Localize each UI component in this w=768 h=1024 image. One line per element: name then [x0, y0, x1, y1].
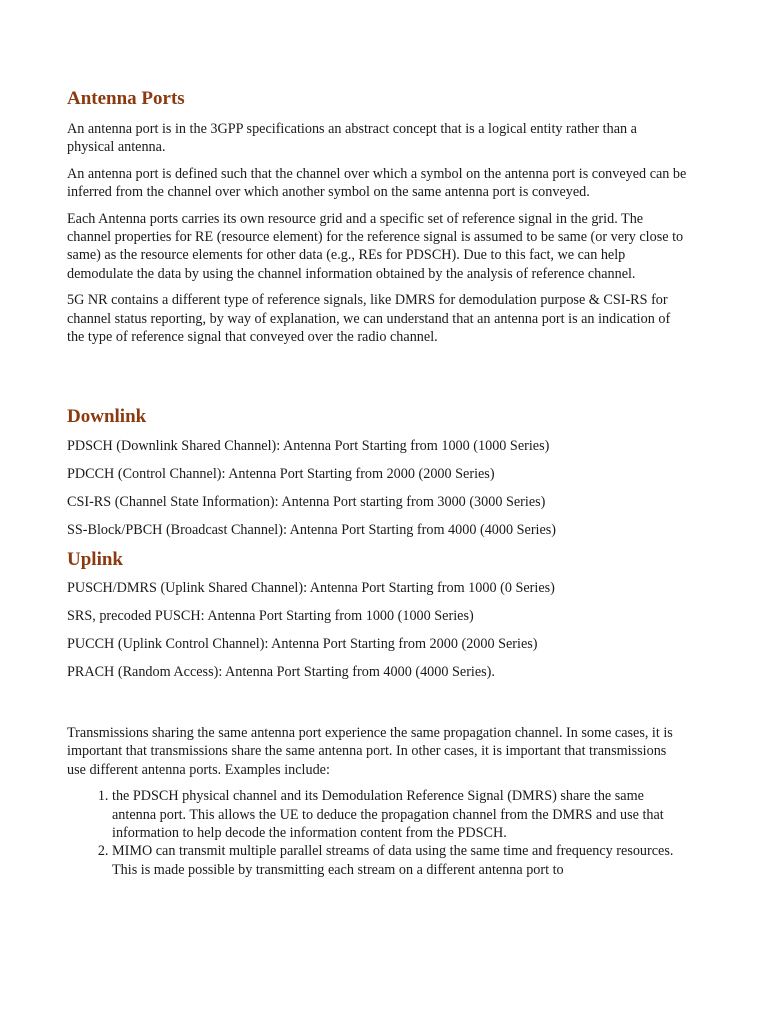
downlink-list: [67, 437, 687, 539]
uplink-item: PUCCH (Uplink Control Channel): Antenna Port Starting from 2000 (2000 Series): [67, 636, 538, 653]
paragraph-transmissions: Transmissions sharing the same antenna port experience the same propagation channel. In some cases, it is important that transmissions share the same antenna port. In other cases, it is important that transmissions use different antenna ports. Examples include:: [67, 724, 673, 778]
paragraph: An antenna port is in the 3GPP specifications an abstract concept that is a logical entity rather than a physical antenna.: [67, 121, 637, 156]
heading-uplink: Uplink: [67, 549, 123, 571]
paragraph: An antenna port is defined such that the channel over which a symbol on the antenna port is conveyed can be inferred from the channel over which another symbol on the same antenna port is conveyed.: [67, 165, 687, 201]
uplink-list: [67, 579, 687, 681]
list-item: 2. MIMO can transmit multiple parallel streams of data using the same time and frequency resources. This is made possible by transmitting each stream on a different antenna port to: [112, 842, 687, 879]
downlink-item: CSI-RS (Channel State Information): Antenna Port starting from 3000 (3000 Series): [67, 494, 546, 511]
heading-downlink: Downlink: [67, 406, 147, 428]
examples-list: [67, 787, 687, 879]
list-item: 1. the PDSCH physical channel and its Demodulation Reference Signal (DMRS) share the same antenna port. This allows the UE to deduce the propagation channel from the DMRS and use that information to help decode the information content from the PDSCH.: [112, 787, 687, 842]
uplink-item: PRACH (Random Access): Antenna Port Starting from 4000 (4000 Series).: [67, 664, 495, 681]
document-body: [67, 86, 687, 879]
paragraph: 5G NR contains a different type of reference signals, like DMRS for demodulation purpose & CSI-RS for channel status reporting, by way of explanation, we can understand that an antenna port is an indication of the type of reference signal that conveyed over the radio channel.: [67, 292, 671, 346]
heading-antenna-ports: Antenna Ports: [67, 88, 185, 109]
downlink-item: PDSCH (Downlink Shared Channel): Antenna Port Starting from 1000 (1000 Series): [67, 438, 550, 455]
uplink-item: PUSCH/DMRS (Uplink Shared Channel): Antenna Port Starting from 1000 (0 Series): [67, 580, 555, 597]
downlink-item: PDCCH (Control Channel): Antenna Port Starting from 2000 (2000 Series): [67, 466, 495, 483]
uplink-item: SRS, precoded PUSCH: Antenna Port Starting from 1000 (1000 Series): [67, 608, 474, 625]
paragraph: Each Antenna ports carries its own resource grid and a specific set of reference signal in the grid. The channel properties for RE (resource element) for the reference signal is assumed to be same (or very close to same) as the resource elements for other data (e.g., REs for PDSCH). Due to this fact, we can help demodulate the data by using the channel information obtained by the analysis of reference channel.: [67, 210, 684, 282]
downlink-item: SS-Block/PBCH (Broadcast Channel): Antenna Port Starting from 4000 (4000 Series): [67, 522, 557, 539]
